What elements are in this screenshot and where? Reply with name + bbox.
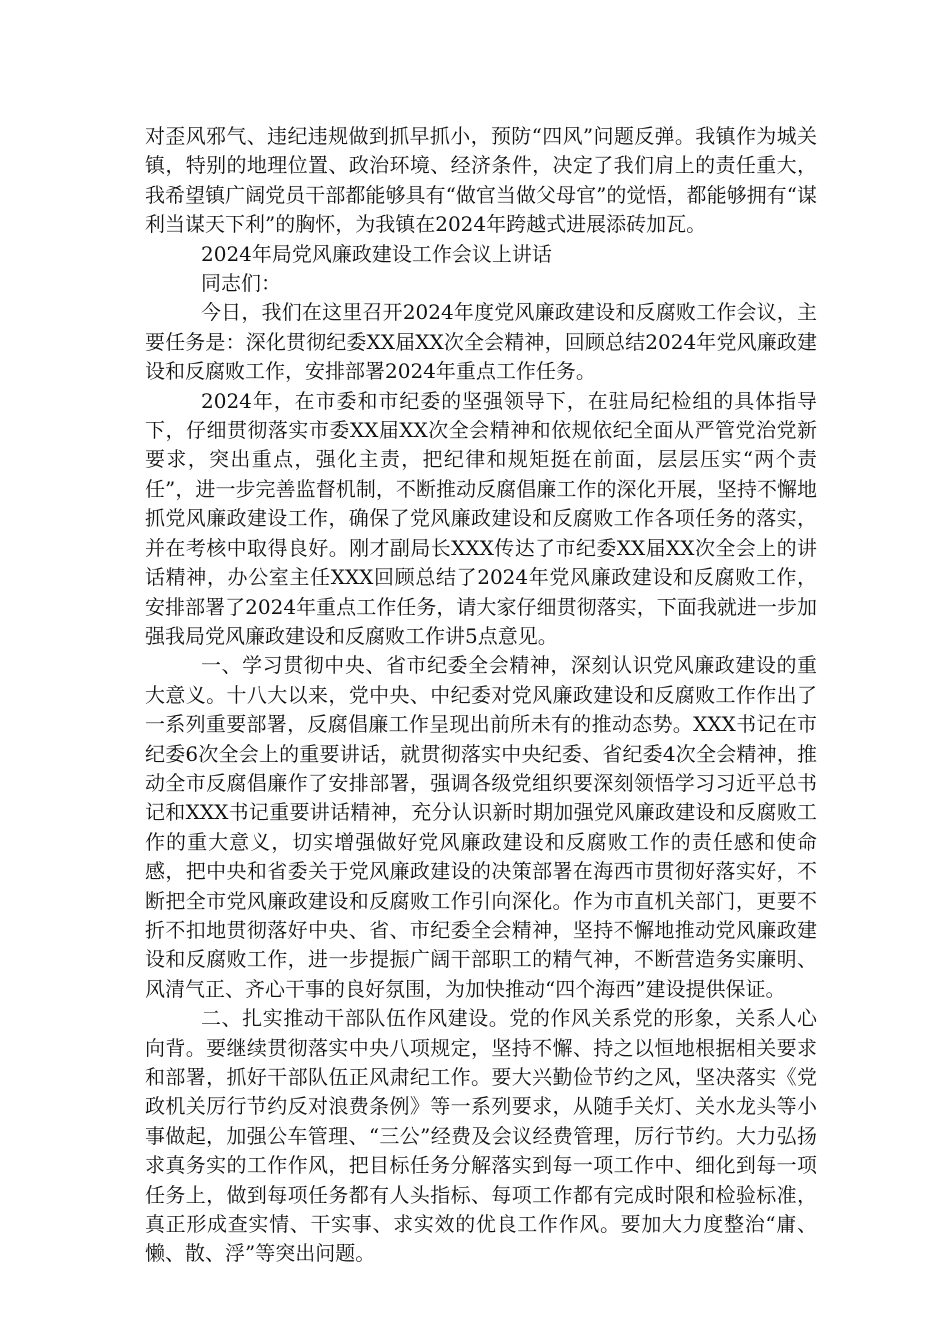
paragraph-point-one: 一、学习贯彻中央、省市纪委全会精神，深刻认识党风廉政建设的重大意义。十八大以来，党中央、中纪委对党风廉政建设和反腐败工作作出了一系列重要部署，反腐倡廉工作呈现出前所未有的推动态势。XXX书记在市纪委6次全会上的重要讲话，就贯彻落实中央纪委、省纪委4次全会精神，推动全市反腐倡廉作了安排部署，强调各级党组织要深刻领悟学习习近平总书记和XXX书记重要讲话精神，充分认识新时期加强党风廉政建设和反腐败工作的重大意义，切实增强做好党风廉政建设和反腐败工作的责任感和使命感，把中央和省委关于党风廉政建设的决策部署在海西市贯彻好落实好，不断把全市党风廉政建设和反腐败工作引向深化。作为市直机关部门，更要不折不扣地贯彻落好中央、省、市纪委全会精神，坚持不懈地推动党风廉政建设和反腐败工作，进一步提振广阔干部职工的精气神，不断营造务实廉明、风清气正、齐心干事的良好氛围，为加快推动“四个海西”建设提供保证。	[145, 653, 817, 1001]
salutation: 同志们：	[201, 271, 281, 296]
paragraph-continued: 对歪风邪气、违纪违规做到抓早抓小，预防“四风”问题反弹。我镇作为城关镇，特别的地理位置、政治环境、经济条件，决定了我们肩上的责任重大，我希望镇广阔党员干部都能够具有“做官当做父母官”的觉悟，都能够拥有“谋利当谋天下利”的胸怀，为我镇在2024年跨越式进展添砖加瓦。	[145, 124, 817, 237]
paragraph-point-two: 二、扎实推动干部队伍作风建设。党的作风关系党的形象，关系人心向背。要继续贯彻落实中央八项规定，坚持不懈、持之以恒地根据相关要求和部署，抓好干部队伍正风肃纪工作。要大兴勤俭节约之风，坚决落实《党政机关厉行节约反对浪费条例》等一系列要求，从随手关灯、关水龙头等小事做起，加强公车管理、“三公”经费及会议经费管理，厉行节约。大力弘扬求真务实的工作作风，把目标任务分解落实到每一项工作中、细化到每一项任务上，做到每项任务都有人头指标、每项工作都有完成时限和检验标准，真正形成查实情、干实事、求实效的优良工作作风。要加大力度整治“庸、懒、散、浮”等突出问题。	[145, 1006, 817, 1266]
paragraph-intro: 今日，我们在这里召开2024年度党风廉政建设和反腐败工作会议，主要任务是：深化贯彻纪委XX届XX次全会精神，回顾总结2024年党风廉政建设和反腐败工作，安排部署2024年重点工作任务。	[145, 300, 817, 384]
document-body	[145, 122, 817, 1269]
speech-title: 2024年局党风廉政建设工作会议上讲话	[201, 241, 552, 266]
paragraph-review: 2024年，在市委和市纪委的坚强领导下，在驻局纪检组的具体指导下，仔细贯彻落实市委XX届XX次全会精神和依规依纪全面从严管党治党新要求，突出重点，强化主责，把纪律和规矩挺在前面，层层压实“两个责任”，进一步完善监督机制，不断推动反腐倡廉工作的深化开展，坚持不懈地抓党风廉政建设工作，确保了党风廉政建设和反腐败工作各项任务的落实，并在考核中取得良好。刚才副局长XXX传达了市纪委XX届XX次全会上的讲话精神，办公室主任XXX回顾总结了2024年党风廉政建设和反腐败工作，安排部署了2024年重点工作任务，请大家仔细贯彻落实，下面我就进一步加强我局党风廉政建设和反腐败工作讲5点意见。	[145, 388, 817, 648]
